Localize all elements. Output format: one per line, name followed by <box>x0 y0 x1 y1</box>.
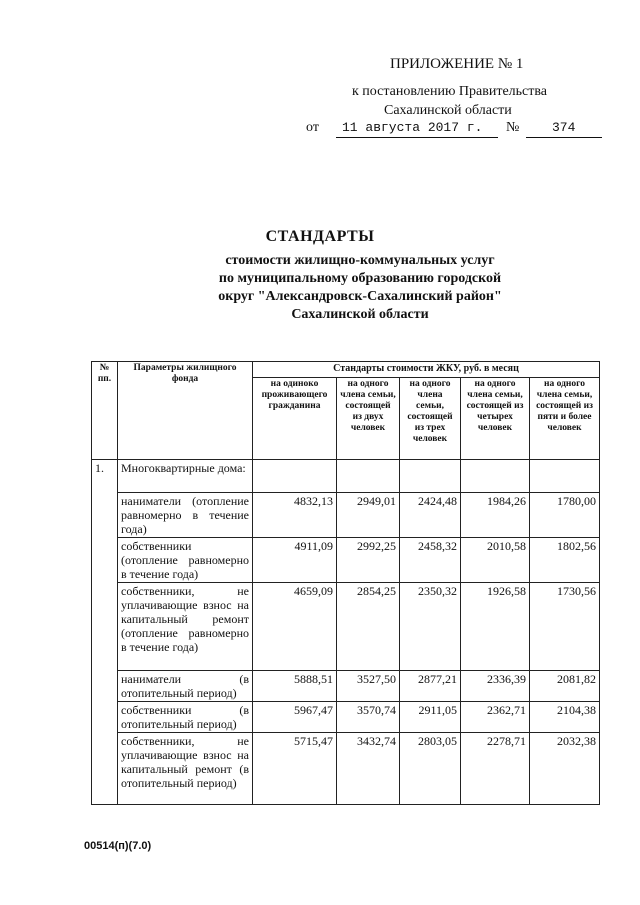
cell-value: 2010,58 <box>461 538 530 583</box>
cell-value: 5888,51 <box>253 671 337 702</box>
table-row <box>92 733 600 805</box>
subheader-two: на одного члена семьи, состоящей из двух человек <box>337 378 400 460</box>
cell-value: 4659,09 <box>253 583 337 671</box>
col-params-header: Параметры жилищного фонда <box>118 362 253 460</box>
table-row <box>92 460 600 493</box>
cell-value: 1780,00 <box>530 493 600 538</box>
col-index-header: № пп. <box>92 362 118 460</box>
decree-reference: к постановлению Правительства <box>352 84 548 99</box>
number-underline <box>526 137 602 138</box>
cell-value: 2949,01 <box>337 493 400 538</box>
date-underline <box>336 137 498 138</box>
date-prefix: от <box>306 120 319 135</box>
section-label: Многоквартирные дома: <box>118 460 253 493</box>
table-row <box>92 538 600 583</box>
cell-value: 2362,71 <box>461 702 530 733</box>
row-label: собственники, не уплачивающие взнос на капитальный ремонт (в отопительный период) <box>118 733 253 805</box>
row-label: собственники (отопление равномерно в течение года) <box>118 538 253 583</box>
cell-value: 3432,74 <box>337 733 400 805</box>
cost-standards-table <box>91 361 600 805</box>
subheader-five-plus: на одного члена семьи, состоящей из пяти и более человек <box>530 378 600 460</box>
cell-value: 2458,32 <box>400 538 461 583</box>
cell-value: 1984,26 <box>461 493 530 538</box>
cell-value: 5967,47 <box>253 702 337 733</box>
subheader-three: на одного члена семьи, состоящей из трех человек <box>400 378 461 460</box>
decree-date: 11 августа 2017 г. <box>342 120 483 135</box>
row-label: наниматели (в отопительный период) <box>118 671 253 702</box>
cell-value: 3527,50 <box>337 671 400 702</box>
cell-value: 2336,39 <box>461 671 530 702</box>
cell-value: 4832,13 <box>253 493 337 538</box>
cell-value: 2350,32 <box>400 583 461 671</box>
subtitle-line: стоимости жилищно-коммунальных услуг <box>225 253 495 268</box>
subtitle-line: округ "Александровск-Сахалинский район" <box>218 289 502 304</box>
cell-value: 5715,47 <box>253 733 337 805</box>
cell-value: 1802,56 <box>530 538 600 583</box>
cell-value: 2877,21 <box>400 671 461 702</box>
table-row <box>92 671 600 702</box>
cell-value: 2081,82 <box>530 671 600 702</box>
form-code: 00514(п)(7.0) <box>84 840 152 852</box>
cell-value: 2032,38 <box>530 733 600 805</box>
cell-value: 3570,74 <box>337 702 400 733</box>
cell-value: 4911,09 <box>253 538 337 583</box>
section-index: 1. <box>92 460 118 805</box>
cell-value: 1926,58 <box>461 583 530 671</box>
subheader-single: на одиноко проживающего гражданина <box>253 378 337 460</box>
group-header: Стандарты стоимости ЖКУ, руб. в месяц <box>253 362 600 378</box>
cell-value: 2911,05 <box>400 702 461 733</box>
cell-value: 2992,25 <box>337 538 400 583</box>
table-header-row <box>92 362 600 378</box>
decree-region: Сахалинской области <box>384 103 512 118</box>
cell-value: 2803,05 <box>400 733 461 805</box>
cell-value: 2424,48 <box>400 493 461 538</box>
cell-value: 2854,25 <box>337 583 400 671</box>
decree-number: 374 <box>552 120 576 135</box>
cell-value: 2278,71 <box>461 733 530 805</box>
row-label: собственники, не уплачивающие взнос на капитальный ремонт (отопление равномерно в течение года) <box>118 583 253 671</box>
cell-value: 1730,56 <box>530 583 600 671</box>
row-label: наниматели (отопление равномерно в течение года) <box>118 493 253 538</box>
number-prefix: № <box>506 120 520 135</box>
cell-value: 2104,38 <box>530 702 600 733</box>
table-row <box>92 583 600 671</box>
subtitle-line: Сахалинской области <box>291 307 429 322</box>
decree-date-line <box>306 120 606 138</box>
table-row <box>92 702 600 733</box>
document-title: СТАНДАРТЫ <box>265 228 375 245</box>
document-subtitle <box>180 252 540 324</box>
subtitle-line: по муниципальному образованию городской <box>218 271 502 286</box>
table-row <box>92 493 600 538</box>
subheader-four: на одного члена семьи, состоящей из четырех человек <box>461 378 530 460</box>
appendix-label: ПРИЛОЖЕНИЕ № 1 <box>390 56 524 72</box>
row-label: собственники (в отопительный период) <box>118 702 253 733</box>
